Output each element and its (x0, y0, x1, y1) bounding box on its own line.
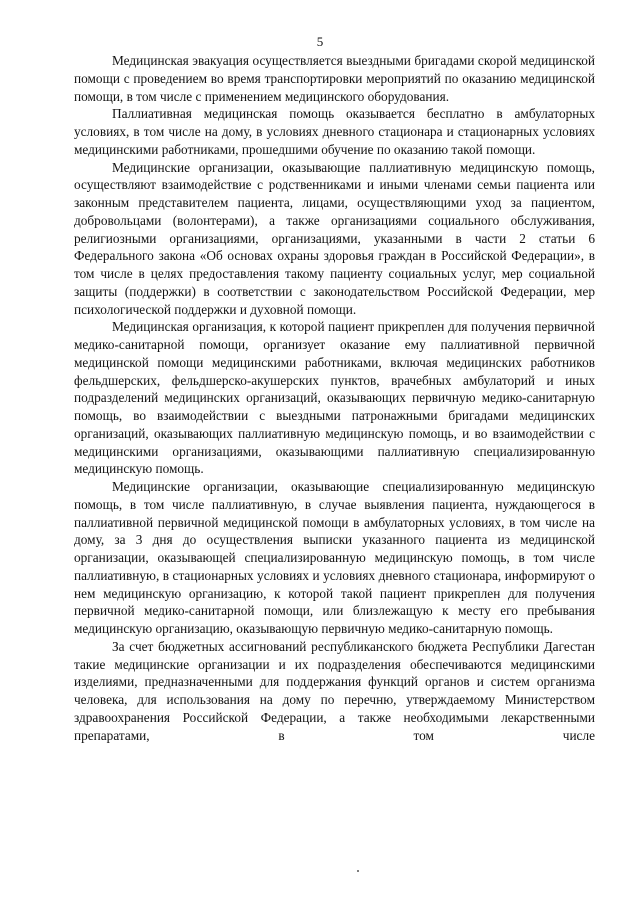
page-number: 5 (316, 34, 324, 49)
paragraph-specialized-care-informing: Медицинские организации, оказывающие специализированную медицинскую помощь, в том числе паллиативную, в случае выявления пациента, нуждающегося в паллиативной первичной медицинской помощи в амбулаторных условиях, в том числе на дому, за 3 дня до осуществления выписки указанного пациента из медицинской организации, оказывающей специализированную медицинскую помощь, в том числе паллиативную, в стационарных условиях и условиях дневного стационара, информируют о нем медицинскую организацию, к которой такой пациент прикреплен для получения первичной медико-санитарной помощи, или близлежащую к месту его пребывания медицинскую организацию, оказывающую первичную медико-санитарную помощь. (74, 479, 595, 636)
paragraph-primary-care-organization: Медицинская организация, к которой пациент прикреплен для получения первичной медико-санитарной помощи, организует оказание ему паллиативной первичной медицинской помощи медицинскими работниками, включая медицинских работников фельдшерских, фельдшерско-акушерских пунктов, врачебных амбулаторий и иных подразделений медицинских организаций, оказывающих первичную медико-санитарную помощь, во взаимодействии с выездными патронажными бригадами медицинских организаций, оказывающих паллиативную медицинскую помощь, и во взаимодействии с медицинскими организациями, оказывающими паллиативную специализированную медицинскую помощь. (74, 319, 595, 477)
scan-speck (357, 870, 359, 872)
paragraph-medical-evacuation: Медицинская эвакуация осуществляется выездными бригадами скорой медицинской помощи с проведением во время транспортировки мероприятий по оказанию медицинской помощи, в том числе с применением медицинского оборудования. (74, 53, 595, 104)
paragraph-budget-funding: За счет бюджетных ассигнований республиканского бюджета Республики Дагестан такие медицинские организации и их подразделения обеспечиваются медицинскими изделиями, предназначенными для поддержания функций органов и систем организма человека, для использования на дому по перечню, утверждаемому Министерством здравоохранения Российской Федерации, а также необходимыми лекарственными препаратами, в том числе (74, 638, 595, 743)
paragraph-palliative-care-free: Паллиативная медицинская помощь оказывается бесплатно в амбулаторных условиях, в том числе на дому, в условиях дневного стационара и стационарных условиях медицинскими работниками, прошедшими обучение по оказанию такой помощи. (74, 106, 595, 157)
paragraph-interaction-with-relatives: Медицинские организации, оказывающие паллиативную медицинскую помощь, осуществляют взаимодействие с родственниками и иными членами семьи пациента или законным представителем пациента, лицами, осуществляющими уход за пациентом, добровольцами (волонтерами), а также организациями социального обслуживания, религиозными организациями, организациями, указанными в части 2 статьи 6 Федерального закона «Об основах охраны здоровья граждан в Российской Федерации», в том числе в целях предоставления такому пациенту социальных услуг, мер социальной защиты (поддержки) в соответствии с законодательством Российской Федерации, мер психологической поддержки и духовной помощи. (74, 159, 595, 317)
document-body (74, 52, 595, 744)
